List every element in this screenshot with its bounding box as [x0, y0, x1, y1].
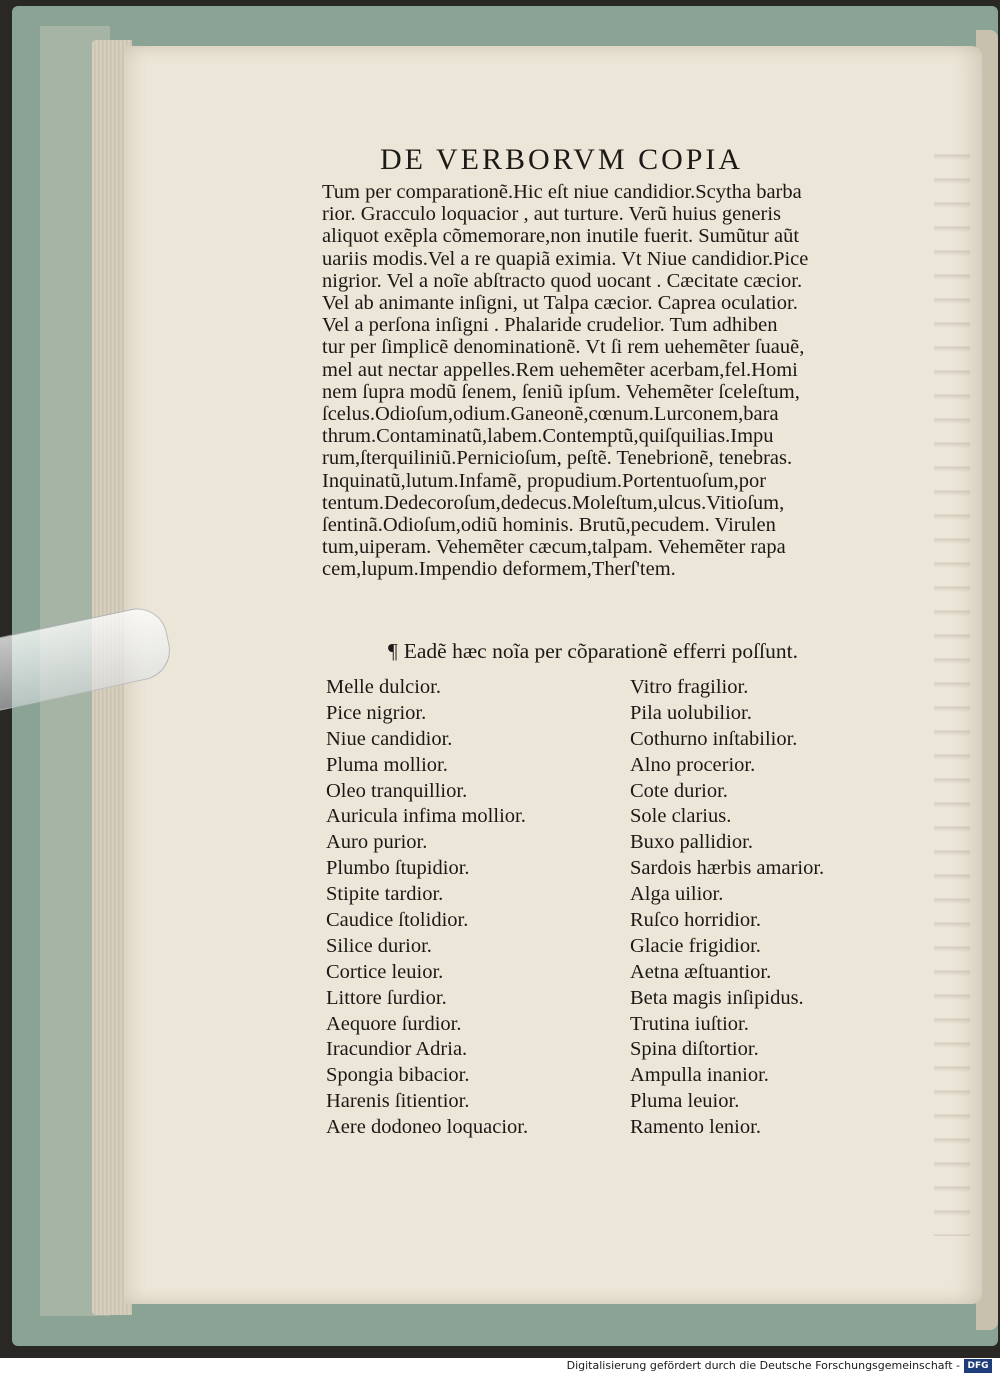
list-item: Ruſco horridior.: [630, 909, 761, 932]
list-item: Beta magis inſipidus.: [630, 986, 804, 1009]
list-item: Aere dodoneo loquacior.: [326, 1116, 529, 1139]
list-item: Niue candidior.: [326, 727, 453, 750]
list-item: Ampulla inanior.: [630, 1064, 769, 1087]
body-line: rior. Gracculo loquacior , aut turture. Verũ huius generis: [322, 203, 782, 226]
body-line: nigrior. Vel a noĩe abſtracto quod uocant . Cæcitate cæcior.: [322, 269, 803, 292]
body-line: ſentinã.Odioſum,odiũ hominis. Brutũ,pecudem. Virulen: [322, 514, 776, 537]
body-line: Tum per comparationẽ.Hic eſt niue candidior.Scytha barba: [322, 181, 802, 203]
list-item: Sardois hærbis amarior.: [630, 857, 825, 880]
footer-bar: [0, 1358, 1000, 1376]
list-item: Buxo pallidior.: [630, 831, 753, 854]
body-paragraph: [322, 181, 922, 581]
list-item: Plumbo ſtupidior.: [326, 857, 470, 880]
list-item: Sole clarius.: [630, 805, 732, 828]
body-line: aliquot exẽpla cõmemorare,non inutile fuerit. Sumũtur aũt: [322, 225, 800, 248]
running-title: DE VERBORVM COPIA: [380, 143, 744, 176]
body-line: rum,ſterquiliniũ.Pernicioſum, peſtẽ. Tenebrionẽ, tenebras.: [322, 447, 793, 470]
list-item: Vitro fragilior.: [630, 676, 749, 698]
footer-credit: Digitalisierung gefördert durch die Deutsche Forschungsgemeinschaft -: [566, 1359, 960, 1372]
body-line: tur per ſimplicẽ denominationẽ. Vt ſi rem uehemẽter ſuauẽ,: [322, 336, 805, 359]
body-line: thrum.Contaminatũ,labem.Contemptũ,quiſquilias.Impu: [322, 425, 774, 448]
list-item: Stipite tardior.: [326, 883, 444, 906]
list-item: Melle dulcior.: [326, 676, 442, 698]
list-item: Aequore ſurdior.: [326, 1012, 462, 1035]
list-item: Cortice leuior.: [326, 960, 444, 983]
body-line: Vel ab animante inſigni, ut Talpa cæcior. Caprea oculatior.: [322, 292, 798, 315]
list-item: Glacie frigidior.: [630, 934, 761, 957]
list-item: Iracundior Adria.: [326, 1038, 468, 1061]
list-item: Aetna æſtuantior.: [630, 960, 772, 983]
list-item: Caudice ſtolidior.: [326, 909, 469, 932]
list-item: Cothurno inſtabilior.: [630, 727, 798, 750]
dfg-logo: DFG: [964, 1359, 992, 1373]
body-line: Vel a perſona inſigni . Phalaride crudelior. Tum adhiben: [322, 314, 778, 337]
list-item: Trutina iuſtior.: [630, 1012, 749, 1035]
body-line: nem ſupra modũ ſenem, ſeniũ ipſum. Vehemẽter ſceleſtum,: [322, 380, 800, 403]
body-line: tum,uiperam. Vehemẽter cæcum,talpam. Vehemẽter rapa: [322, 536, 786, 559]
body-line: ſcelus.Odioſum,odium.Ganeonẽ,cœnum.Lurconem,bara: [322, 403, 779, 426]
pilcrow-icon: ¶: [388, 639, 398, 663]
list-item: Pila uolubilior.: [630, 701, 752, 724]
list-item: Cote durior.: [630, 779, 728, 802]
body-line: tentum.Dedecoroſum,dedecus.Moleſtum,ulcus.Vitioſum,: [322, 491, 785, 514]
body-line: Inquinatũ,lutum.Infamẽ, propudium.Portentuoſum,por: [322, 469, 767, 492]
list-item: Alno procerior.: [630, 753, 756, 776]
list-item: Silice durior.: [326, 934, 432, 957]
list-item: Littore ſurdior.: [326, 986, 447, 1009]
comparison-list-left: [326, 675, 616, 1141]
list-item: Harenis ſitientior.: [326, 1090, 470, 1113]
list-item: Auricula infima mollior.: [326, 805, 526, 828]
show-through-text: [934, 136, 970, 1236]
list-item: Pice nigrior.: [326, 701, 427, 724]
body-line: cem,lupum.Impendio deformem,Therſ'tem.: [322, 558, 676, 581]
list-item: Spongia bibacior.: [326, 1064, 470, 1087]
note-text: Eadẽ hæc noĩa per cõparationẽ efferri poſſunt.: [403, 639, 798, 663]
list-item: Ramento lenior.: [630, 1116, 761, 1139]
section-note: [388, 639, 908, 664]
list-item: Pluma mollior.: [326, 753, 448, 776]
list-item: Oleo tranquillior.: [326, 779, 468, 802]
comparison-list-right: [630, 675, 930, 1141]
list-item: Alga uilior.: [630, 883, 724, 906]
body-line: mel aut nectar appelles.Rem uehemẽter acerbam,fel.Homi: [322, 358, 798, 381]
list-item: Spina diſtortior.: [630, 1038, 759, 1061]
list-item: Auro purior.: [326, 831, 428, 854]
body-line: uariis modis.Vel a re quapiã eximia. Vt Niue candidior.Pice: [322, 247, 809, 270]
list-item: Pluma leuior.: [630, 1090, 740, 1113]
